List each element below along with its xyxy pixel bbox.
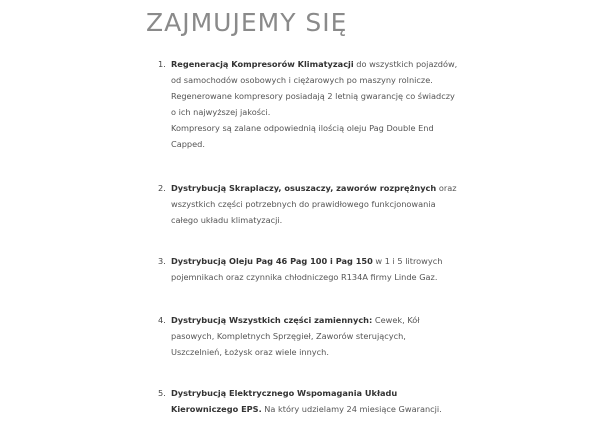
list-item-number: 1. (158, 59, 166, 69)
list-item-heading: Dystrybucją Oleju Pag 46 Pag 100 i Pag 150 (171, 256, 373, 266)
list-item-body (171, 385, 458, 417)
list-item (158, 312, 458, 360)
list-item-text: w 1 i 5 litrowych pojemnikach oraz czynnika chłodniczego R134A firmy Linde Gaz. (171, 256, 443, 282)
page-title: ZAJMUJEMY SIĘ (146, 8, 348, 37)
list-item-number: 3. (158, 256, 166, 266)
list-item-text: do wszystkich pojazdów, od samochodów osobowych i ciężarowych po maszyny rolnicze. Regenerowane kompresory posiadają 2 letnią gwarancję co świadczy o ich najwyższej jakości. (171, 59, 458, 117)
list-item-text: oraz wszystkich części potrzebnych do prawidłowego funkcjonowania całego układu klimatyzacji. (171, 183, 457, 225)
list-item-body (171, 180, 458, 228)
list-item-text: Cewek, Kół pasowych, Kompletnych Sprzęgieł, Zaworów sterujących, Uszczelnień, Łożysk oraz wiele innych. (171, 315, 420, 357)
list-item-heading: Dystrybucją Skraplaczy, osuszaczy, zaworów rozprężnych (171, 183, 437, 193)
services-list (158, 56, 458, 445)
list-item-extra: Kompresory są zalane odpowiednią ilością oleju Pag Double End Capped. (171, 123, 434, 149)
list-item-body (171, 56, 458, 152)
list-item-number: 5. (158, 388, 166, 398)
list-item-number: 2. (158, 183, 166, 193)
list-item-heading: Dystrybucją Elektrycznego Wspomagania Układu Kierowniczego EPS. (171, 388, 398, 414)
list-item-body (171, 253, 458, 285)
list-item (158, 385, 458, 417)
list-item (158, 253, 458, 285)
list-item-body (171, 312, 458, 360)
list-item (158, 56, 458, 152)
list-item-number: 4. (158, 315, 166, 325)
list-item-text: Na który udzielamy 24 miesiące Gwarancji. (261, 404, 442, 414)
list-item (158, 180, 458, 228)
list-item-heading: Regeneracją Kompresorów Klimatyzacji (171, 59, 354, 69)
list-item-heading: Dystrybucją Wszystkich części zamiennych: (171, 315, 373, 325)
